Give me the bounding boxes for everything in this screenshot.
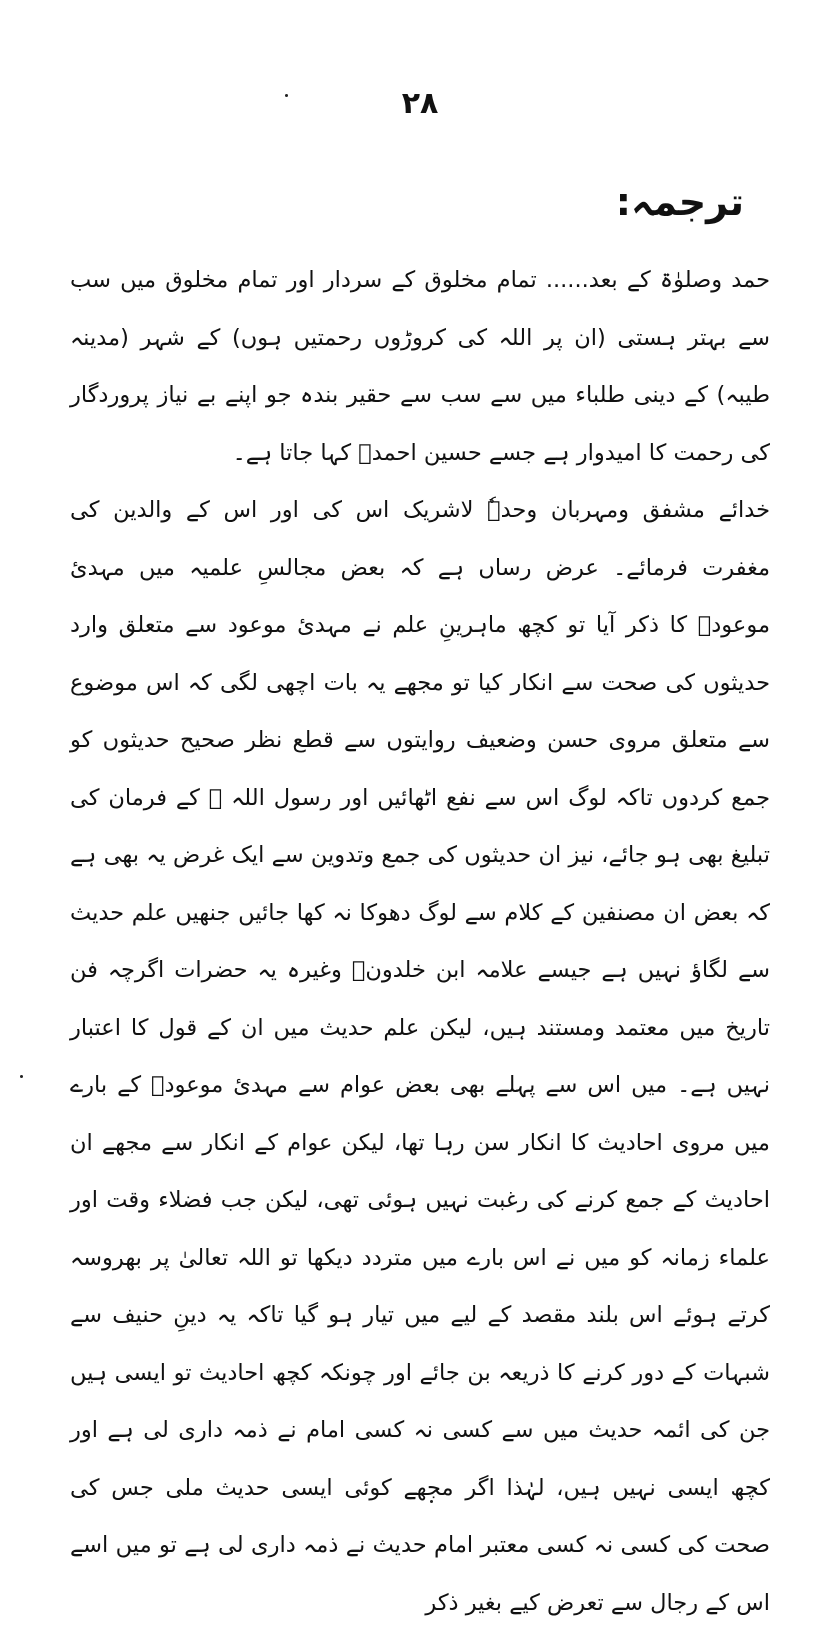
page-number: ٢٨ — [401, 86, 439, 121]
scan-speck — [20, 1075, 23, 1078]
paragraph-praise: حمد وصلوٰۃ کے بعد...... تمام مخلوق کے سردار اور تمام مخلوق میں سب سے بہتر ہستی (ان پر اللہ کی کروڑوں رحمتیں ہوں) کے شہر (مدینہ طیبہ) کے دینی طلباء میں سے سب سے حقیر بندہ جو اپنے بے نیاز پروردگار کی رحمت کا امیدوار ہے جسے حسین احمدؒ کہا جاتا ہے۔ — [70, 267, 770, 466]
paragraph-main: خدائے مشفق ومہربان وحدہٗ لاشریک اس کی اور اس کے والدین کی مغفرت فرمائے۔ عرض رساں ہے کہ بعض مجالسِ علمیہ میں مہدئ موعودؑ کا ذکر آیا تو کچھ ماہرینِ علم نے مہدئ موعود سے متعلق وارد حدیثوں کی صحت سے انکار کیا تو مجھے یہ بات اچھی لگی کہ اس موضوع سے متعلق مروی حسن وضعیف روایتوں سے قطع نظر صحیح حدیثوں کو جمع کردوں تاکہ لوگ اس سے نفع اٹھائیں اور رسول اللہ ﷺ کے فرمان کی تبلیغ بھی ہو جائے، نیز ان حدیثوں کی جمع وتدوین سے ایک غرض یہ بھی ہے کہ بعض ان مصنفین کے کلام سے لوگ دھوکا نہ کھا جائیں جنھیں علم حدیث سے لگاؤ نہیں ہے جیسے علامہ ابن خلدونؒ وغیرہ یہ حضرات اگرچہ فن تاریخ میں معتمد ومستند ہیں، لیکن علم حدیث میں ان کے قول کا اعتبار نہیں ہے۔ میں اس سے پہلے بھی بعض عوام سے مہدئ موعودؑ کے بارے میں مروی احادیث کا انکار سن رہا تھا، لیکن عوام کے انکار سے مجھے ان احادیث کے جمع کرنے کی رغبت نہیں ہوئی تھی، لیکن جب فضلاء وقت اور علماء زمانہ کو میں نے اس بارے میں متردد دیکھا تو اللہ تعالیٰ پر بھروسہ کرتے ہوئے اس بلند مقصد کے لیے میں تیار ہو گیا تاکہ یہ دینِ حنیف سے شبہات کے دور کرنے کا ذریعہ بن جائے اور چونکہ کچھ احادیث تو ایسی ہیں جن کی ائمہ حدیث میں سے کسی نہ کسی امام نے ذمہ داری لی ہے اور کچھ ایسی نہیں ہیں، لہٰذا اگر مجھے کوئی ایسی حدیث ملی جس کی صحت کی کسی نہ کسی معتبر امام حدیث نے ذمہ داری لی ہے تو میں اسے اس کے رجال سے تعرض کیے بغیر ذکر — [70, 497, 770, 1616]
translation-heading: ترجمہ: — [615, 180, 744, 224]
body-text — [70, 252, 770, 1632]
scan-speck — [430, 1500, 433, 1503]
scan-speck — [285, 94, 288, 97]
